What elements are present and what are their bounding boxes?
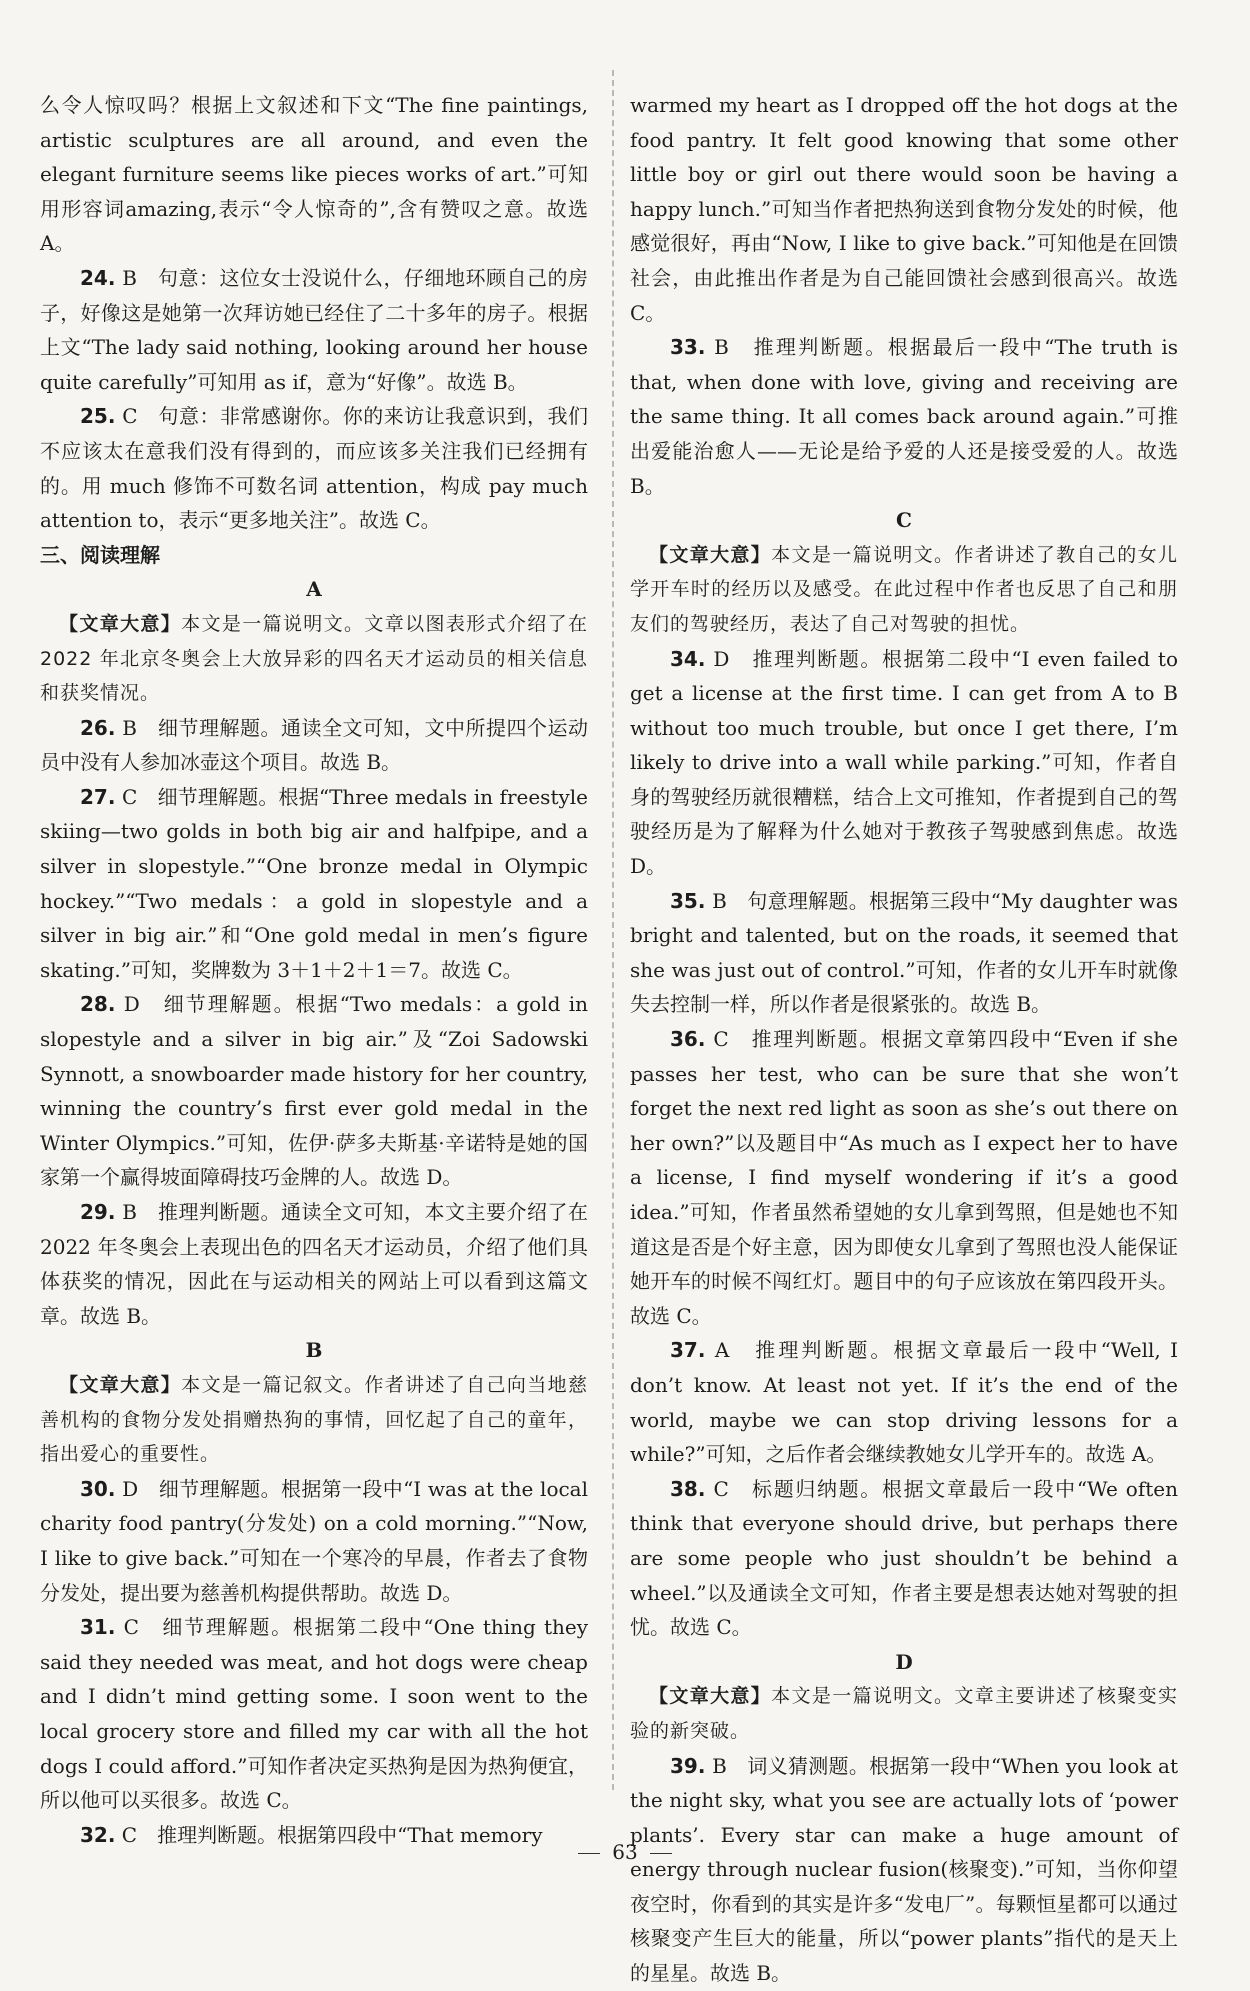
answer-text: C 细节理解题。根据“Three medals in freestyle skiing—two golds in both big air and halfpipe, and a silver in slopestyle.”“One bronze medal in Olympic hockey.”“Two medals：a gold in slopestyle and a silver in big air.”和“One gold medal in men’s figure skating.”可知，奖牌数为 3＋1＋2＋1＝7。故选 C。 [40,784,589,982]
summary-tag: 【文章大意】 [59,1373,182,1396]
answer-number: 28. [80,992,116,1017]
article-summary-a [40,607,588,711]
answer-number: 29. [80,1200,116,1224]
column-divider [612,70,614,1790]
answer-25 [40,399,588,537]
summary-text: 本文是一篇说明文。作者讲述了教自己的女儿学开车时的经历以及感受。在此过程中作者也反思了自己和朋友们的驾驶经历，表达了自己对驾驶的担忧。 [630,543,1178,635]
answer-number: 35. [670,888,706,913]
answer-text: D 细节理解题。根据第一段中“I was at the local charity food pantry(分发处) on a cold morning.”“Now, I like to give back.”可知在一个寒冷的早晨，作者去了食物分发处，提出要为慈善机构提供帮助。故选 D。 [40,1476,589,1605]
answer-35 [630,884,1178,1022]
answer-number: 39. [670,1753,706,1778]
continued-paragraph: warmed my heart as I dropped off the hot dogs at the food pantry. It felt good knowing that some other little boy or girl out there would soon be having a happy lunch.”可知当作者把热狗送到食物分发处的时候，他感觉很好，再由“Now, I like to give back.”可知他是在回馈社会，由此推出作者是为自己能回馈社会感到很高兴。故选 C。 [630,93,1178,325]
article-summary-d [630,1679,1178,1748]
part-label-c: C [896,508,912,533]
answer-number: 33. [670,335,706,360]
answer-number: 26. [80,715,116,740]
answer-text: D 推理判断题。根据第二段中“I even failed to get a license at the first time. I can get from A to B without too much trouble, but once I get there, I’m likely to drive into a wall while parking.”可知，作者自身的驾驶经历就很糟糕，结合上文可推知，作者提到自己的驾驶经历是为了解释为什么她对于教孩子驾驶感到焦虑。故选 D。 [630,646,1179,879]
answer-text: C 细节理解题。根据第二段中“One thing they said they needed was meat, and hot dogs were cheap and I didn’t mind getting some. I soon went to the local grocery store and filled my car with all the hot dogs I could afford.”可知作者决定买热狗是因为热狗便宜，所以他可以买很多。故选 C。 [40,1615,589,1813]
answer-39 [630,1749,1178,1991]
answer-number: 27. [80,784,116,809]
answer-text: B 词义猜测题。根据第一段中“When you look at the night sky, what you see are actually lots of ‘power plants’. Every star can make a huge amount of energy through nuclear fusion(核聚变).”可知，当你仰望夜空时，你看到的其实是许多“发电厂”。每颗恒星都可以通过核聚变产生巨大的能量，所以“power plants”指代的是天上的星星。故选 B。 [630,1753,1178,1986]
answer-26 [40,711,588,780]
summary-tag: 【文章大意】 [649,543,772,566]
summary-text: 本文是一篇记叙文。作者讲述了自己向当地慈善机构的食物分发处捐赠热狗的事情，回忆起了自己的童年，指出爱心的重要性。 [40,1373,588,1466]
answer-text: C 句意：非常感谢你。你的来访让我意识到，我们不应该太在意我们没有得到的，而应该多关注我们已经拥有的。用 much 修饰不可数名词 attention，构成 pay much attention to，表示“更多地关注”。故选 C。 [40,404,589,533]
answer-27 [40,780,588,988]
answer-text: C 推理判断题。根据第四段中“That memory [121,1822,543,1847]
answer-36 [630,1022,1178,1333]
part-label-a: A [306,577,322,602]
footer-dash-right [650,1853,672,1854]
answer-number: 37. [670,1338,706,1363]
right-column [630,88,1178,1991]
answer-29 [40,1195,588,1333]
answer-28 [40,987,588,1195]
answer-text: B 句意：这位女士没说什么，仔细地环顾自己的房子，好像这是她第一次拜访她已经住了二十多年的房子。根据上文“The lady said nothing, looking around her house quite carefully”可知用 as if，意为“好像”。故选 B。 [40,265,588,394]
answer-number: 36. [670,1027,706,1052]
page-number: 63 [612,1840,638,1864]
answer-text: C 标题归纳题。根据文章最后一段中“We often think that everyone should drive, but perhaps there are some people who just shouldn’t be behind a wheel.”以及通读全文可知，作者主要是想表达她对驾驶的担忧。故选 C。 [630,1476,1179,1640]
left-column [40,88,588,1852]
answer-38 [630,1472,1178,1645]
answer-33 [630,330,1178,503]
answer-text: C 推理判断题。根据文章第四段中“Even if she passes her test, who can be sure that she won’t forget the next red light as soon as she’s out there on her own?”以及题目中“As much as I expect her to have a license, I find myself wondering if it’s a good idea.”可知，作者虽然希望她的女儿拿到驾照，但是她也不知道这是否是个好主意，因为即使女儿拿到了驾照也没人能保证她开车的时候不闯红灯。题目中的句子应该放在第四段开头。故选 C。 [630,1027,1179,1328]
answer-37 [630,1333,1178,1471]
answer-number: 32. [80,1822,116,1847]
answer-31 [40,1610,588,1818]
answer-number: 31. [80,1615,116,1640]
answer-30 [40,1472,588,1610]
answer-number: 30. [80,1476,116,1501]
summary-text: 本文是一篇说明文。文章以图表形式介绍了在 2022 年北京冬奥会上大放异彩的四名天才运动员的相关信息和获奖情况。 [40,612,588,705]
answer-text: B 推理判断题。根据最后一段中“The truth is that, when done with love, giving and receiving are the same thing. It all comes back around again.”可推出爱能治愈人——无论是给予爱的人还是接受爱的人。故选 B。 [630,335,1179,498]
answer-24 [40,261,588,399]
answer-number: 25. [80,404,116,429]
answer-text: A 推理判断题。根据文章最后一段中“Well, I don’t know. At least not yet. If it’s the end of the world, maybe we can stop driving lessons for a while?”可知，之后作者会继续教她女儿学开车的。故选 A。 [630,1338,1179,1467]
part-label-d: D [895,1649,913,1674]
answer-text: B 细节理解题。通读全文可知，文中所提四个运动员中没有人参加冰壶这个项目。故选 B。 [40,715,588,775]
continued-paragraph: 么令人惊叹吗？根据上文叙述和下文“The fine paintings, artistic sculptures are all around, and even the elegant furniture seems like pieces works of art.”可知用形容词amazing,表示“令人惊奇的”,含有赞叹之意。故选 A。 [40,93,588,256]
answer-number: 24. [80,265,116,290]
answer-text: B 推理判断题。通读全文可知，本文主要介绍了在 2022 年冬奥会上表现出色的四名天才运动员，介绍了他们具体获奖的情况，因此在与运动相关的网站上可以看到这篇文章。故选 B。 [40,1200,588,1328]
answer-34 [630,642,1178,884]
answer-text: B 句意理解题。根据第三段中“My daughter was bright and talented, but on the roads, it seemed that she was just out of control.”可知，作者的女儿开车时就像失去控制一样，所以作者是很紧张的。故选 B。 [630,888,1178,1017]
part-label-b: B [305,1338,323,1363]
answer-number: 38. [670,1476,706,1501]
article-summary-c [630,538,1178,642]
summary-tag: 【文章大意】 [59,612,182,635]
section-title: 三、阅读理解 [40,542,160,567]
page-footer [0,1840,1250,1864]
footer-dash-left [578,1853,600,1854]
answer-number: 34. [670,646,706,671]
article-summary-b [40,1368,588,1472]
answer-text: D 细节理解题。根据“Two medals：a gold in slopestyle and a silver in big air.”及“Zoi Sadowski Synnott, a snowboarder made history for her country, winning the country’s first ever gold medal in the Winter Olympics.”可知，佐伊·萨多夫斯基·辛诺特是她的国家第一个赢得坡面障碍技巧金牌的人。故选 D。 [40,992,588,1190]
summary-tag: 【文章大意】 [649,1685,772,1708]
summary-text: 本文是一篇说明文。文章主要讲述了核聚变实验的新突破。 [630,1685,1178,1742]
